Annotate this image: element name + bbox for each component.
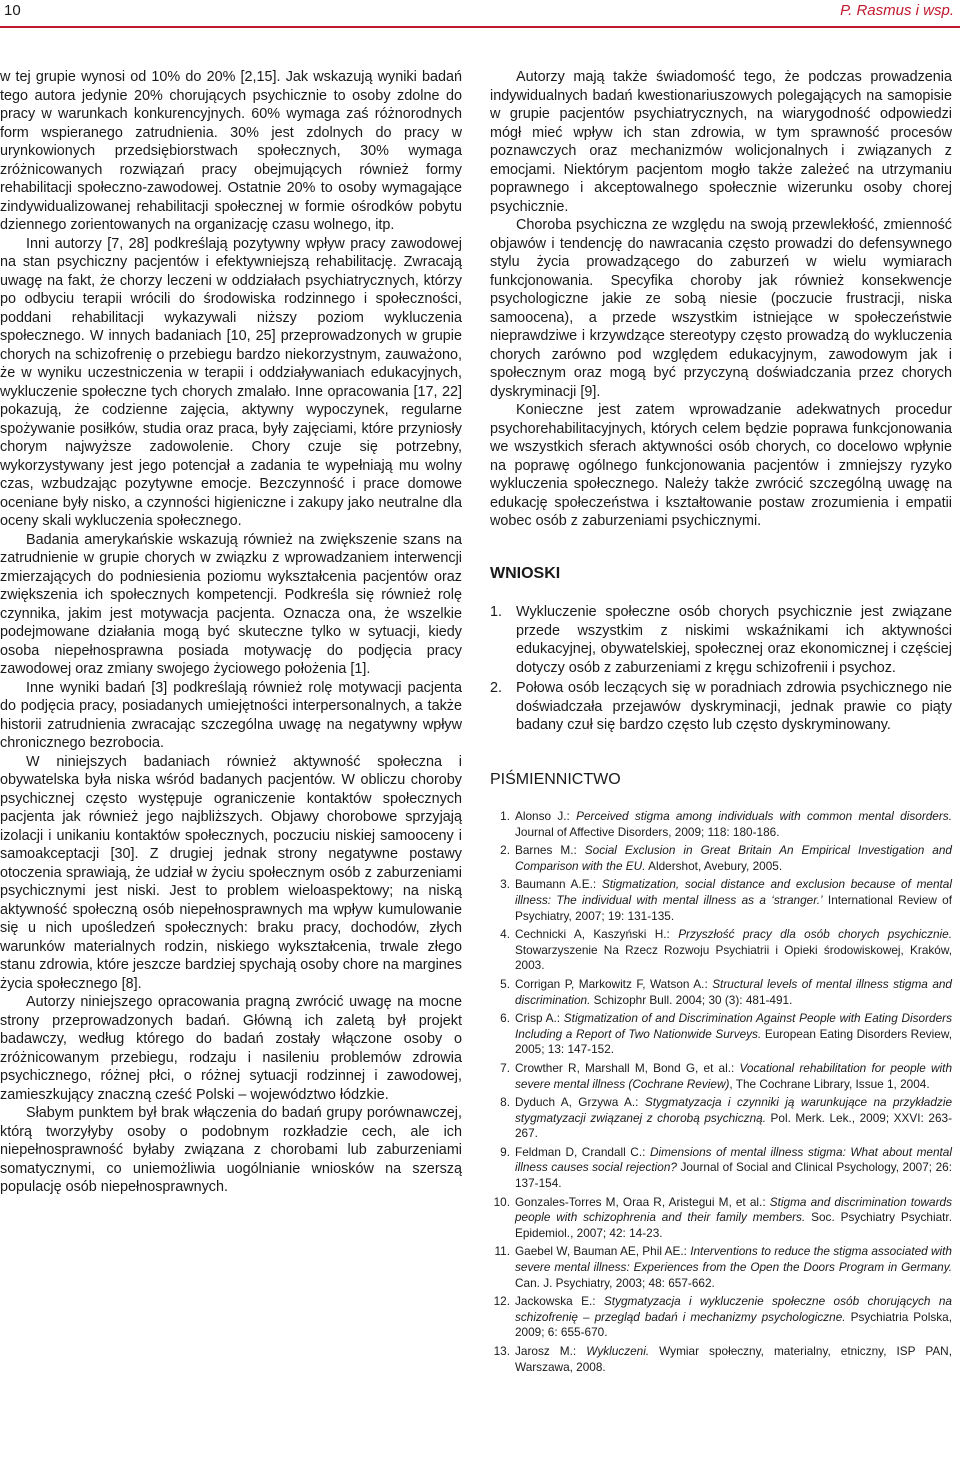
reference-source: European Eating Disorders Review, 2005; 13: 147-152. bbox=[515, 1026, 952, 1057]
body-paragraph: Słabym punktem był brak włączenia do badań grupy porównawczej, którą tworzyłyby osoby o podobnym rozkładzie cech, ale ich niepełnosprawność byłaby związana z chorobami lub zaburzeniami somatycznymi, co uniemożliwia uogólnianie wniosków na szerszą populację osób niepełnosprawnych. bbox=[0, 1105, 462, 1195]
reference-source: Can. J. Psychiatry, 2003; 48: 657-662. bbox=[515, 1275, 715, 1290]
reference-item bbox=[490, 1244, 952, 1291]
reference-title: Przyszłość pracy dla osób chorych psychicznie. bbox=[678, 927, 952, 942]
reference-author: Gaebel W, Bauman AE, Phil AE.: bbox=[515, 1244, 691, 1259]
reference-title: Stigmatization, social distance and exclusion because of mental illness: The individual with mental illness as a ‘stranger.’ bbox=[515, 877, 952, 907]
reference-author: Baumann A.E.: bbox=[515, 877, 602, 892]
reference-title: Vocational rehabilitation for people with severe mental illness (Cochrane Review) bbox=[515, 1060, 953, 1091]
reference-number: 7. bbox=[500, 1060, 510, 1075]
conclusion-text: Połowa osób leczących się w poradniach zdrowia psychicznego nie doświadczała przejawów dyskryminacji, jednak prawie co piąty badany czuł się bardzo często lub często dyskryminowany. bbox=[516, 680, 952, 733]
header-rule bbox=[0, 26, 960, 28]
reference-author: Corrigan P, Markowitz F, Watson A.: bbox=[515, 976, 713, 991]
reference-item bbox=[490, 1011, 952, 1058]
conclusions-list bbox=[490, 603, 952, 735]
reference-source: Soc. Psychiatry Psychiatr. Epidemiol., 2007; 42: 14-23. bbox=[515, 1210, 952, 1240]
reference-item bbox=[490, 809, 952, 840]
reference-number: 1. bbox=[500, 809, 510, 823]
body-paragraph: Inne wyniki badań [3] podkreślają również rolę motywacji pacjenta do podjęcia pracy, posiadanych umiejętności interpersonalnych, a także historii zatrudnienia zwracając szczególna uwagę na negatywny wpływ chronicznego bezrobocia. bbox=[0, 679, 462, 751]
reference-number: 12. bbox=[493, 1294, 510, 1309]
reference-author: Crisp A.: bbox=[515, 1011, 564, 1026]
reference-item bbox=[490, 1061, 952, 1092]
reference-title: Social Exclusion in Great Britain An Empirical Investigation and Comparison with the EU. bbox=[515, 843, 952, 873]
reference-number: 2. bbox=[500, 843, 510, 858]
conclusion-number: 1. bbox=[490, 604, 503, 620]
reference-item bbox=[490, 1195, 952, 1242]
reference-item bbox=[490, 843, 952, 874]
reference-number: 3. bbox=[500, 877, 510, 892]
body-paragraph: W niniejszych badaniach również aktywność społeczna i obywatelska była niska wśród badanych pacjentów. W obliczu choroby psychicznej często występuje ograniczenie kontaktów społecznych pacjenta jak również jego najbliższych. Objawy chorobowe sprzyjają izolacji i unikaniu kontaktów społecznych, poczuciu niskiej samooceny i samoakceptacji [30]. Z drugiej jednak strony negatywne postawy otoczenia sprawiają, że udział w życiu społecznym osób z zaburzeniami psychicznymi jest niski. Jest to problem wieloaspektowy; na niską aktywność społeczną osób niepełnosprawnych ma wpływ kumulowanie się u nich upośledzeń społecznych: braku pracy, dochodów, złych warunków materialnych rodzin, niskiego wykształcenia, trwale złego stanu zdrowia, które jeszcze bardziej spychają osoby chore na margines życia społecznego [8]. bbox=[0, 753, 462, 992]
page-header bbox=[0, 0, 960, 26]
reference-source: , The Cochrane Library, Issue 1, 2004. bbox=[729, 1076, 930, 1091]
reference-number: 10. bbox=[493, 1194, 510, 1209]
conclusion-item bbox=[490, 603, 952, 677]
reference-author: Barnes M.: bbox=[515, 843, 585, 858]
conclusion-text: Wykluczenie społeczne osób chorych psychicznie jest związane przede wszystkim z niskimi wskaźnikami ich aktywności edukacyjnej, obywatelskiej, społecznej oraz ekonomicznej i częściej dotyczy osób z zaburzeniami z kręgu schizofrenii i psychoz. bbox=[516, 604, 952, 676]
reference-source: Aldershot, Avebury, 2005. bbox=[645, 858, 783, 873]
page-number: 10 bbox=[4, 2, 21, 19]
body-paragraph: Inni autorzy [7, 28] podkreślają pozytywny wpływ pracy zawodowej na stan psychiczny pacjentów i efektywniejszą rehabilitację. Zwracają uwagę na fakt, że chorzy leczeni w oddziałach psychiatrycznych, którzy po odbyciu terapii wrócili do środowiska rodzinnego i społeczności, poddani rehabilitacji wykazywali niższy poziom wykluczenia społecznego. W innych badaniach [10, 25] przeprowadzonych w grupie chorych na schizofrenię o przebiegu bardzo niekorzystnym, zauważono, że w wyniku uczestniczenia w terapii i oddziaływaniach edukacyjnych, wykluczenie społeczne tych chorych zmalało. Inne opracowania [17, 22] pokazują, że codzienne zajęcia, aktywny wypoczynek, regularne spożywanie posiłków, studia oraz praca, były zajęciami, które przyniosły chorym najwyższe zadowolenie. Chory czuje się potrzebny, wykorzystywany jest jego potencjał a zadania te wypełniają mu wolny czas, wzbudzając pozytywne emocje. Bezczynność i prace domowe oceniane były nisko, a czynności higieniczne i zakupy jako neutralne dla oceny skali wykluczenia społecznego. bbox=[0, 235, 462, 529]
reference-title: Structural levels of mental illness stigma and discrimination. bbox=[515, 976, 952, 1007]
reference-source: Psychiatria Polska, 2009; 6: 655-670. bbox=[515, 1309, 952, 1340]
reference-author: Cechnicki A, Kaszyński H.: bbox=[515, 927, 679, 942]
right-column bbox=[490, 68, 952, 1378]
body-paragraph: Badania amerykańskie wskazują również na zwiększenie szans na zatrudnienie w grupie chorych w związku z wprowadzaniem interwencji zmierzających do podniesienia poziomu wykształcenia pacjentów oraz zwiększenia ich społecznych kompetencji. Podkreśla się również rolę czynnika, jakim jest motywacja pacjenta. Oznacza ona, że wszelkie podejmowane działania mogą być skuteczne tylko w sytuacji, kiedy osoba niepełnosprawna posiada motywację do podjęcia pracy zawodowej oraz zmiany swojego życiowego położenia [1]. bbox=[0, 531, 462, 677]
reference-title: Dimensions of mental illness stigma: What about mental illness causes social rejection? bbox=[515, 1144, 952, 1175]
reference-number: 4. bbox=[500, 927, 510, 942]
conclusions-heading: WNIOSKI bbox=[490, 564, 561, 582]
body-paragraph: Konieczne jest zatem wprowadzanie adekwatnych procedur psychorehabilitacyjnych, których celem będzie poprawa funkcjonowania we wszystkich sferach aktywności osób chorych, co docelowo wpłynie na poprawę ogólnego funkcjonowania pacjentów i zmniejszy ryzyko wykluczenia społecznego. Należy także zwrócić szczególną uwagę na edukację społeczeństwa i kształtowanie postaw zrozumienia i empatii wobec osób z zaburzeniami psychicznymi. bbox=[490, 402, 952, 529]
left-column bbox=[0, 68, 462, 1197]
reference-title: Perceived stigma among individuals with common mental disorders. bbox=[576, 809, 952, 823]
reference-title: Wykluczeni. bbox=[586, 1344, 650, 1358]
conclusion-item bbox=[490, 679, 952, 735]
references-heading: PIŚMIENNICTWO bbox=[490, 770, 621, 788]
reference-source: International Review of Psychiatry, 2007; 19: 131-135. bbox=[515, 892, 953, 923]
body-paragraph: Autorzy niniejszego opracowania pragną zwrócić uwagę na mocne strony przeprowadzonych badań. Główną ich zaletą był projekt badawczy, według którego do badań zostały włączone osoby o zróżnicowanym przebiegu, rodzaju i nasileniu problemów zdrowia psychicznego, różnej płci, o różnej sytuacji rodzinnej i zawodowej, zamieszkujący znaczną cześć Polski – województwo łódzkie. bbox=[0, 994, 462, 1103]
reference-number: 8. bbox=[500, 1095, 510, 1110]
reference-author: Jackowska E.: bbox=[515, 1294, 604, 1309]
reference-item bbox=[490, 1095, 952, 1142]
body-paragraph: Autorzy mają także świadomość tego, że podczas prowadzenia indywidualnych badań kwestionariuszowych polegających na samopisie w grupie pacjentów psychiatrycznych, na wiarygodność odpowiedzi mógł mieć wpływ ich stan zdrowia, w tym sprawność procesów poznawczych oraz mechanizmów wolicjonalnych i związanych z emocjami. Niektórym pacjentom mogło także zależeć na utrzymaniu poprawnego i akceptowalnego społecznie wizerunku osoby chorej psychicznie. bbox=[490, 69, 952, 215]
reference-item bbox=[490, 977, 952, 1008]
reference-number: 13. bbox=[493, 1344, 510, 1358]
reference-title: Stigma and discrimination towards people with schizophrenia and their family members. bbox=[515, 1194, 953, 1225]
reference-item bbox=[490, 877, 952, 924]
reference-title: Stigmatization of and Discrimination Against People with Eating Disorders Including a Report of Two Nationwide Surveys. bbox=[515, 1011, 952, 1041]
reference-item bbox=[490, 1344, 952, 1375]
reference-title: Interventions to reduce the stigma associated with severe mental illness: Experiences from the Open the Doors Program in Germany. bbox=[515, 1244, 952, 1275]
body-paragraph: Choroba psychiczna ze względu na swoją przewlekłość, zmienność objawów i tendencję do nawracania często prowadzi do defensywnego stylu życia prowadzącego do zaburzeń w wielu wymiarach funkcjonowania. Specyfika choroby jak również konsekwencje psychologiczne jakie ze sobą niesie (poczucie frustracji, niska samoocena), a przede wszystkim istniejące w społeczeństwie nieprawdziwe i krzywdzące stereotypy często prowadzą do wykluczenia chorych zarówno pod względem edukacyjnym, zawodowym jak i społecznym oraz mogą być przyczyną doświadczania przez chorych dyskryminacji [9]. bbox=[490, 217, 952, 400]
reference-source: Wymiar społeczny, materialny, etniczny, ISP PAN, Warszawa, 2008. bbox=[515, 1344, 952, 1374]
reference-source: Pol. Merk. Lek., 2009; XXVI: 263-267. bbox=[515, 1110, 952, 1141]
reference-author: Feldman D, Crandall C.: bbox=[515, 1144, 650, 1159]
reference-source: Journal of Affective Disorders, 2009; 118: 180-186. bbox=[515, 824, 780, 839]
reference-number: 9. bbox=[500, 1144, 510, 1159]
reference-author: Alonso J.: bbox=[515, 809, 577, 823]
reference-number: 6. bbox=[500, 1011, 510, 1026]
references-list bbox=[490, 809, 952, 1375]
reference-source: Journal of Social and Clinical Psychology, 2007; 26: 137-154. bbox=[515, 1160, 952, 1191]
reference-number: 11. bbox=[494, 1244, 510, 1259]
reference-source: Schizophr Bull. 2004; 30 (3): 481-491. bbox=[590, 992, 793, 1007]
reference-author: Jarosz M.: bbox=[515, 1344, 587, 1358]
reference-item bbox=[490, 1145, 952, 1192]
reference-item bbox=[490, 927, 952, 974]
reference-author: Crowther R, Marshall M, Bond G, et al.: bbox=[515, 1060, 740, 1075]
reference-author: Dyduch A, Grzywa A.: bbox=[515, 1095, 645, 1110]
reference-author: Gonzales-Torres M, Oraa R, Aristegui M, et al.: bbox=[515, 1194, 770, 1209]
reference-title: Stygmatyzacja i czynniki ją warunkujące na przykładzie stygmatyzacji związanej z chorobą psychiczną. bbox=[515, 1095, 953, 1125]
reference-title: Stygmatyzacja i wykluczenie społeczne osób chorujących na schizofrenię – przegląd badań i mechanizmy psychologiczne. bbox=[515, 1294, 952, 1324]
body-paragraph: w tej grupie wynosi od 10% do 20% [2,15]. Jak wskazują wyniki badań tego autora jedynie 20% chorujących psychicznie to osoby zdolne do pracy w warunkach konkurencyjnych. 60% wymaga zaś różnorodnych form wspieranego zatrudnienia. 30% jest zdolnych do pracy w urynkowionych przedsiębiorstwach społecznych, 30% wymaga zróżnicowanych rozwiązań pracy obejmujących również formy rehabilitacji społeczno-zawodowej. Ostatnie 20% to osoby wymagające zindywidualizowanej rehabilitacji społecznej w formie ośrodków pobytu dziennego zorientowanych na organizację czasu wolnego, itp. bbox=[0, 69, 462, 233]
reference-item bbox=[490, 1294, 952, 1341]
reference-source: Stowarzyszenie Na Rzecz Rozwoju Psychiatrii i Opieki środowiskowej, Kraków, 2003. bbox=[515, 942, 952, 973]
running-head: P. Rasmus i wsp. bbox=[840, 2, 954, 19]
reference-number: 5. bbox=[500, 976, 510, 991]
conclusion-number: 2. bbox=[490, 680, 503, 696]
